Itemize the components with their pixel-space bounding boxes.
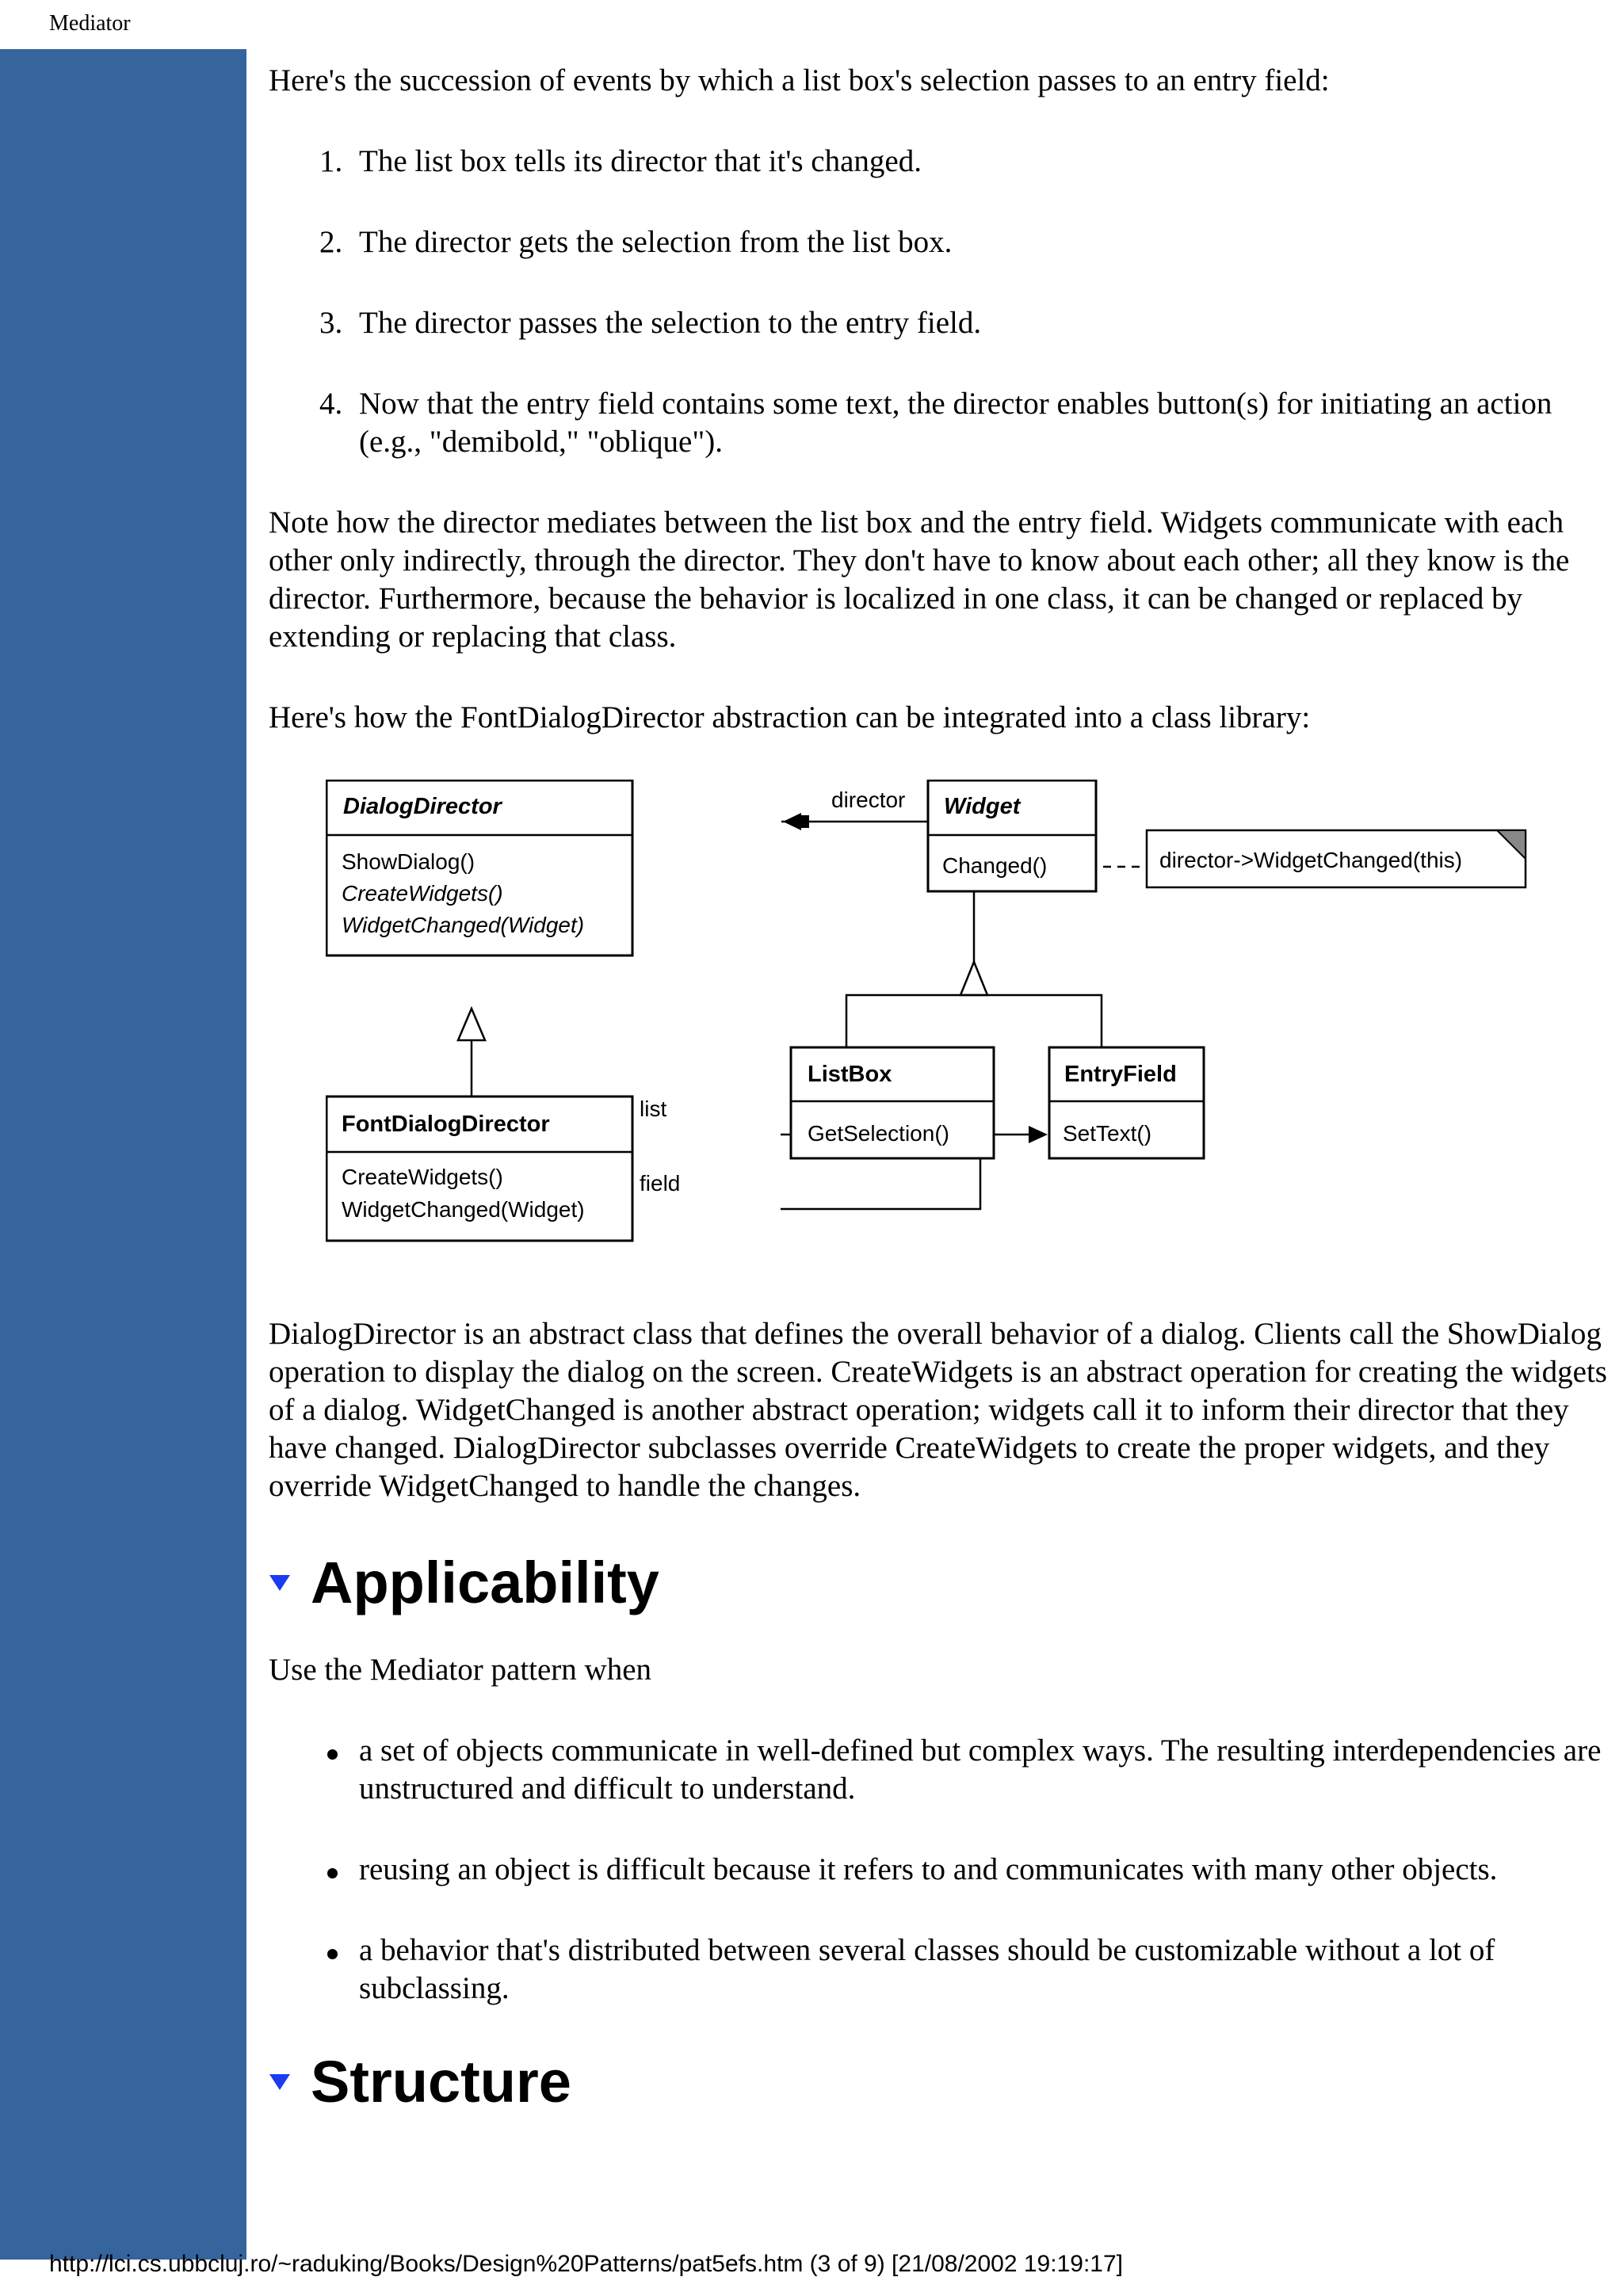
list-item — [269, 385, 1608, 461]
director-arrowhead — [783, 813, 801, 830]
field-arrowhead — [1029, 1126, 1048, 1143]
entry-field-class — [1049, 1047, 1204, 1158]
list-item — [269, 304, 1608, 342]
widget-inheritance-triangle — [960, 962, 987, 995]
applicability-list — [269, 1732, 1608, 2008]
bullet-text: a behavior that's distributed between several classes should be customizable without a lot of subclassing. — [359, 1933, 1495, 2005]
list-item — [269, 1932, 1608, 2008]
note-box — [1147, 830, 1526, 887]
step-number: 4. — [319, 387, 343, 421]
structure-heading-text: Structure — [311, 2049, 571, 2115]
step-text: The list box tells its director that it's changed. — [359, 144, 922, 178]
bullet-icon — [327, 1949, 338, 1959]
dialog-inheritance-triangle — [458, 1009, 485, 1040]
intro-paragraph: Here's the succession of events by which a list box's selection passes to an entry field: — [269, 63, 1330, 97]
step-number: 3. — [319, 306, 343, 340]
list-item — [269, 223, 1608, 261]
page-footer: http://lci.cs.ubbcluj.ro/~raduking/Books/Design%20Patterns/pat5efs.htm (3 of 9) [21/08/2002 19:19:17] — [49, 2251, 1123, 2277]
widget-changed-op: WidgetChanged(Widget) — [342, 913, 585, 937]
applicability-heading — [269, 1548, 1608, 1618]
list-item — [269, 1851, 1608, 1889]
entry-field-name: EntryField — [1064, 1062, 1177, 1087]
widget-class — [928, 780, 1096, 891]
integrate-paragraph: Here's how the FontDialogDirector abstraction can be integrated into a class library: — [269, 700, 1311, 734]
steps-list — [269, 143, 1608, 461]
step-text: Now that the entry field contains some text, the director enables button(s) for initiating an action (e.g., "demibold," "oblique"). — [359, 387, 1552, 459]
list-item — [269, 1732, 1608, 1808]
sidebar — [0, 49, 246, 2260]
director-role-label: director — [831, 788, 906, 812]
bullet-icon — [327, 1868, 338, 1878]
applicability-intro: Use the Mediator pattern when — [269, 1653, 652, 1687]
list-box-name: ListBox — [808, 1062, 892, 1087]
fdd-create-widgets-op: CreateWidgets() — [342, 1165, 503, 1189]
bullet-text: reusing an object is difficult because it refers to and communicates with many other objects. — [359, 1852, 1498, 1886]
fdd-widget-changed-op: WidgetChanged(Widget) — [342, 1197, 585, 1222]
bullet-text: a set of objects communicate in well-defined but complex ways. The resulting interdependencies are unstructured and difficult to understand. — [359, 1733, 1602, 1806]
bullet-icon — [327, 1749, 338, 1760]
step-number: 1. — [319, 144, 343, 178]
list-item — [269, 143, 1608, 181]
dialog-director-name: DialogDirector — [343, 794, 502, 819]
changed-op: Changed() — [942, 853, 1048, 878]
triangle-down-icon — [269, 2074, 290, 2090]
note-text: director->WidgetChanged(this) — [1159, 848, 1463, 872]
list-role-label: list — [640, 1097, 667, 1121]
show-dialog-op: ShowDialog() — [342, 849, 475, 874]
list-box-class — [791, 1047, 994, 1158]
widget-inheritance-bar — [846, 995, 1102, 1047]
mediates-paragraph: Note how the director mediates between the list box and the entry field. Widgets communicate with each other only indirectly, through the director. They don't have to know about each other; all they know is the director. Furthermore, because the behavior is localized in one class, it can be changed or replaced by extending or replacing that class. — [269, 505, 1570, 654]
create-widgets-op: CreateWidgets() — [342, 881, 503, 906]
director-arrow-tail — [800, 815, 809, 828]
content — [269, 62, 1608, 2117]
triangle-down-icon — [269, 1575, 290, 1591]
class-diagram — [326, 780, 1562, 1268]
step-number: 2. — [319, 225, 343, 259]
field-role-label: field — [640, 1171, 681, 1196]
step-text: The director passes the selection to the entry field. — [359, 306, 982, 340]
font-dialog-director-name: FontDialogDirector — [342, 1112, 550, 1137]
font-dialog-director-class — [327, 1097, 632, 1241]
dialogdirector-paragraph: DialogDirector is an abstract class that defines the overall behavior of a dialog. Clients call the ShowDialog operation to display the dialog on the screen. CreateWidgets is an abstract operation for creating the widgets of a dialog. WidgetChanged is another abstract operation; widgets call it to inform their director that they have changed. DialogDirector subclasses override CreateWidgets to create the proper widgets, and they override WidgetChanged to handle the changes. — [269, 1317, 1607, 1503]
set-text-op: SetText() — [1063, 1121, 1152, 1146]
step-text: The director gets the selection from the list box. — [359, 225, 953, 259]
dialog-director-class — [327, 780, 632, 955]
applicability-heading-text: Applicability — [311, 1550, 659, 1615]
running-header: Mediator — [49, 11, 131, 36]
widget-name: Widget — [944, 794, 1021, 819]
get-selection-op: GetSelection() — [808, 1121, 949, 1146]
structure-heading — [269, 2047, 1608, 2117]
